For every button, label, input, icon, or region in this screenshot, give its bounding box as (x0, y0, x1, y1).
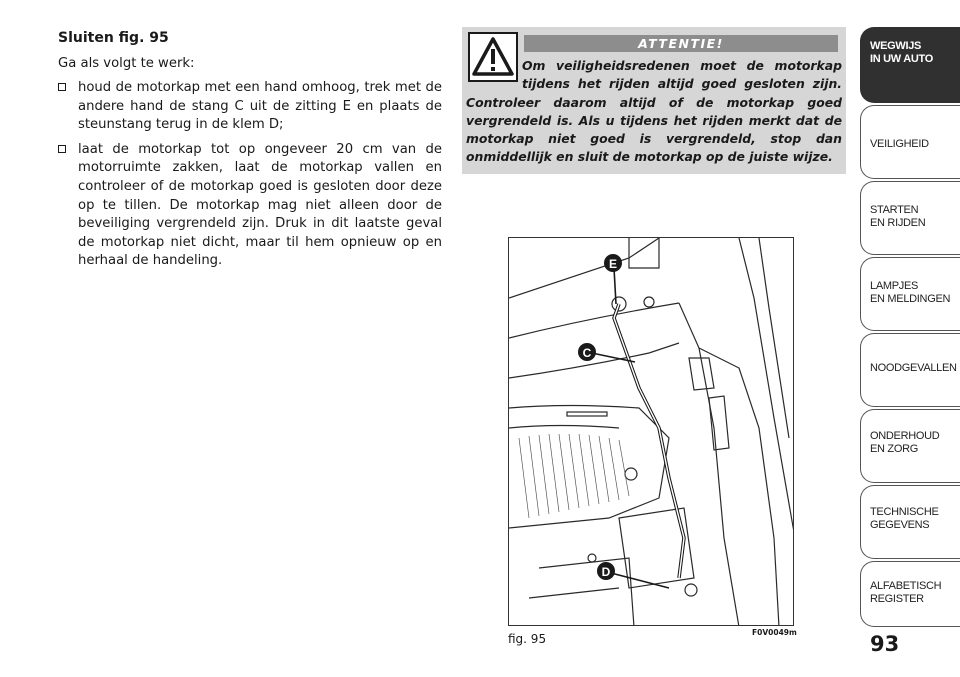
tab-label-line2: GEGEVENS (870, 519, 930, 531)
marker-e-label: E (608, 257, 618, 271)
list-item (58, 141, 442, 271)
tab-label-line1: WEGWIJS (870, 40, 922, 52)
engine-bay-illustration (509, 238, 794, 626)
checkbox-bullet-icon (58, 145, 66, 153)
tab-label-line1: STARTEN (870, 204, 919, 216)
figure-code: F0V0049m (752, 628, 797, 637)
tab-label-line1: ONDERHOUD (870, 430, 940, 442)
tab-label-line1: LAMPJES (870, 280, 919, 292)
tab-technische[interactable] (860, 485, 960, 559)
tab-label-line1: VEILIGHEID (870, 138, 929, 150)
figure-caption: fig. 95 (508, 632, 547, 646)
tab-label-line2: REGISTER (870, 593, 924, 605)
engine-bay-figure (508, 237, 794, 626)
list-item-text: laat de motorkap tot op ongeveer 20 cm van de motorruimte zakken, laat de motorkap vallen en controleer of de motorkap goed is gesloten door deze op te tillen. De motorkap mag niet alleen door de beveiliging vergrendeld zijn. Druk in dit laatste geval de motorkap niet dicht, maar til hem opnieuw op en herhaal de handeling. (78, 141, 442, 269)
tab-lampjes[interactable] (860, 257, 960, 331)
marker-c (578, 343, 596, 361)
tab-label-line1: NOODGEVALLEN (870, 362, 957, 374)
tab-starten[interactable] (860, 181, 960, 255)
tab-label-line2: EN MELDINGEN (870, 293, 951, 305)
tab-veiligheid[interactable] (860, 105, 960, 179)
tab-label-line1: ALFABETISCH (870, 580, 942, 592)
list-item-text: houd de motorkap met een hand omhoog, trek met de andere hand de stang C uit de zitting E en plaats de steunstang terug in de klem D; (78, 80, 442, 133)
left-column (58, 30, 442, 277)
marker-e (604, 254, 622, 272)
tab-label-line1: TECHNISCHE (870, 506, 939, 518)
warning-text: Om veiligheidsredenen moet de motorkap tijdens het rijden altijd goed gesloten zijn. Controleer daarom altijd of de motorkap goed vergrendeld is. Als u tijdens het rijden merkt dat de motorkap niet goed is vergrendeld, stop dan onmiddellijk en sluit de motorkap op de juiste wijze. (466, 58, 842, 165)
tab-label-line2: IN UW AUTO (870, 53, 933, 65)
page-number: 93 (870, 632, 900, 656)
warning-box (462, 27, 846, 174)
marker-d-label: D (601, 565, 611, 579)
list-item (58, 79, 442, 135)
warning-text-wrap (466, 57, 842, 167)
checkbox-bullet-icon (58, 83, 66, 91)
tab-label-line2: EN ZORG (870, 443, 919, 455)
tab-label-line2: EN RIJDEN (870, 217, 926, 229)
tab-wegwijs[interactable] (860, 27, 960, 103)
section-title: Sluiten fig. 95 (58, 30, 169, 46)
warning-label: ATTENTIE! (524, 35, 838, 52)
tab-alfabetisch[interactable] (860, 561, 960, 627)
marker-c-label: C (582, 346, 592, 360)
tab-noodgevallen[interactable] (860, 333, 960, 407)
marker-d (597, 562, 615, 580)
tab-onderhoud[interactable] (860, 409, 960, 483)
intro-text: Ga als volgt te werk: (58, 56, 195, 71)
